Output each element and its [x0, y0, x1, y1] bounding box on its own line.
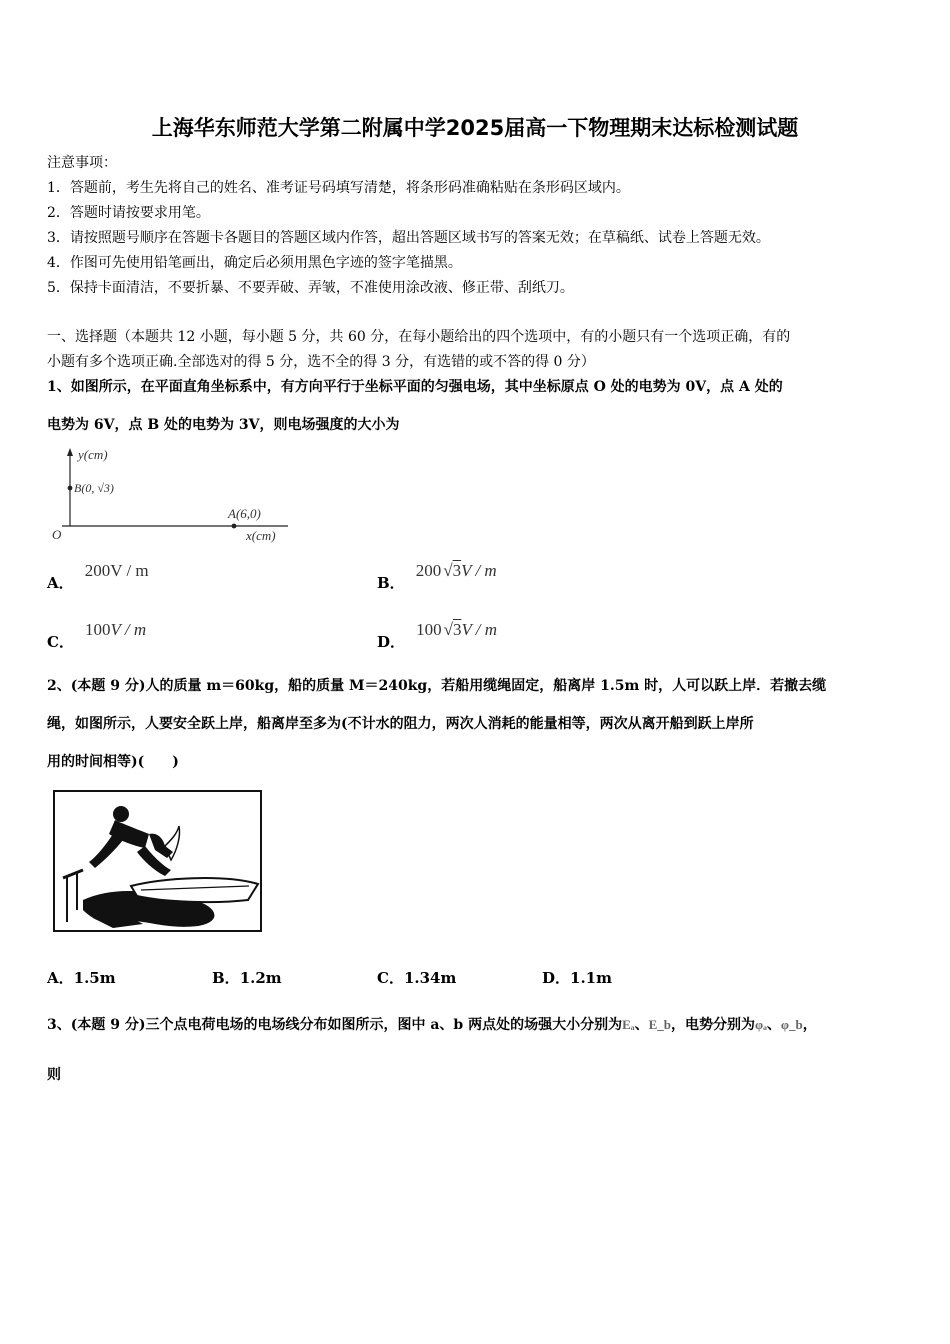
q1-option-c[interactable] — [47, 619, 147, 651]
q3-text-line1: 3、(本题 9 分)三个点电荷电场的电场线分布如图所示，图中 a、b 两点处的场强大小分别为Eₐ、E_b，电势分别为φₐ、φ_b， — [47, 1017, 817, 1033]
option-label: D． — [377, 633, 406, 651]
e-a-symbol: Eₐ — [622, 1017, 635, 1032]
e-b-symbol: E_b — [648, 1017, 671, 1032]
notice-item: 5．保持卡面清洁，不要折暴、不要弄破、弄皱，不准使用涂改液、修正带、刮纸刀。 — [47, 280, 574, 296]
option-label: A． — [47, 574, 74, 592]
y-axis-label: y(cm) — [78, 447, 108, 462]
q2-option-b[interactable]: B．1.2m — [212, 969, 282, 987]
q1-text-line1: 1、如图所示，在平面直角坐标系中，有方向平行于坐标平面的匀强电场，其中坐标原点 O 处的电势为 0V，点 A 处的 — [47, 379, 783, 395]
q2-boat-figure — [53, 790, 263, 934]
notice-item: 1．答题前，考生先将自己的姓名、准考证号码填写清楚，将条形码准确粘贴在条形码区域内。 — [47, 180, 630, 196]
q3-text-line2: 则 — [47, 1067, 61, 1083]
notice-item: 4．作图可先使用铅笔画出，确定后必须用黑色字迹的签字笔描黑。 — [47, 255, 462, 271]
option-value: 100V / m — [85, 620, 147, 639]
person-head — [113, 806, 129, 822]
option-label: C． — [47, 633, 74, 651]
q2-option-c[interactable]: C．1.34m — [377, 969, 457, 987]
origin-label: O — [52, 527, 62, 542]
option-value: 200V / m — [84, 561, 149, 580]
point-a — [232, 524, 237, 529]
q1-option-a[interactable] — [47, 560, 149, 592]
phi-a-symbol: φₐ — [754, 1017, 767, 1032]
point-b-label: B(0, √3) — [74, 481, 114, 495]
point-b — [68, 486, 73, 491]
notice-item: 2．答题时请按要求用笔。 — [47, 205, 210, 221]
option-value: 200 √3V / m — [415, 561, 497, 580]
notice-heading: 注意事项： — [47, 155, 117, 171]
q1-text-line2: 电势为 6V，点 B 处的电势为 3V，则电场强度的大小为 — [47, 417, 400, 433]
q2-text-line2: 绳，如图所示，人要安全跃上岸，船离岸至多为(不计水的阻力，两次人消耗的能量相等，两次从离开船到跃上岸所 — [47, 716, 754, 732]
x-axis-label: x(cm) — [246, 528, 276, 543]
page-title: 上海华东师范大学第二附属中学2025届高一下物理期末达标检测试题 — [151, 116, 799, 140]
section-heading-line2: 小题有多个选项正确.全部选对的得 5 分，选不全的得 3 分，有选错的或不答的得 0 分） — [47, 354, 595, 370]
option-label: B． — [377, 574, 405, 592]
q2-text-line3: 用的时间相等)( ) — [47, 754, 179, 770]
q2-text-line1: 2、(本题 9 分)人的质量 m＝60kg，船的质量 M＝240kg，若船用缆绳固定，船离岸 1.5m 时，人可以跃上岸．若撤去缆 — [47, 678, 827, 694]
point-a-label: A(6,0) — [228, 506, 261, 521]
q1-coordinate-figure — [48, 446, 298, 546]
section-heading-line1: 一、选择题（本题共 12 小题，每小题 5 分，共 60 分，在每小题给出的四个选项中，有的小题只有一个选项正确，有的 — [47, 329, 791, 345]
y-axis-arrow — [67, 448, 73, 456]
q2-option-d[interactable]: D．1.1m — [542, 969, 612, 987]
phi-b-symbol: φ_b — [780, 1017, 803, 1032]
q2-option-a[interactable]: A．1.5m — [47, 969, 116, 987]
option-value: 100 √3V / m — [416, 620, 498, 639]
q1-option-b[interactable] — [377, 560, 497, 592]
q1-option-d[interactable] — [377, 619, 498, 651]
notice-item: 3．请按照题号顺序在答题卡各题目的答题区域内作答，超出答题区域书写的答案无效；在草稿纸、试卷上答题无效。 — [47, 230, 770, 246]
